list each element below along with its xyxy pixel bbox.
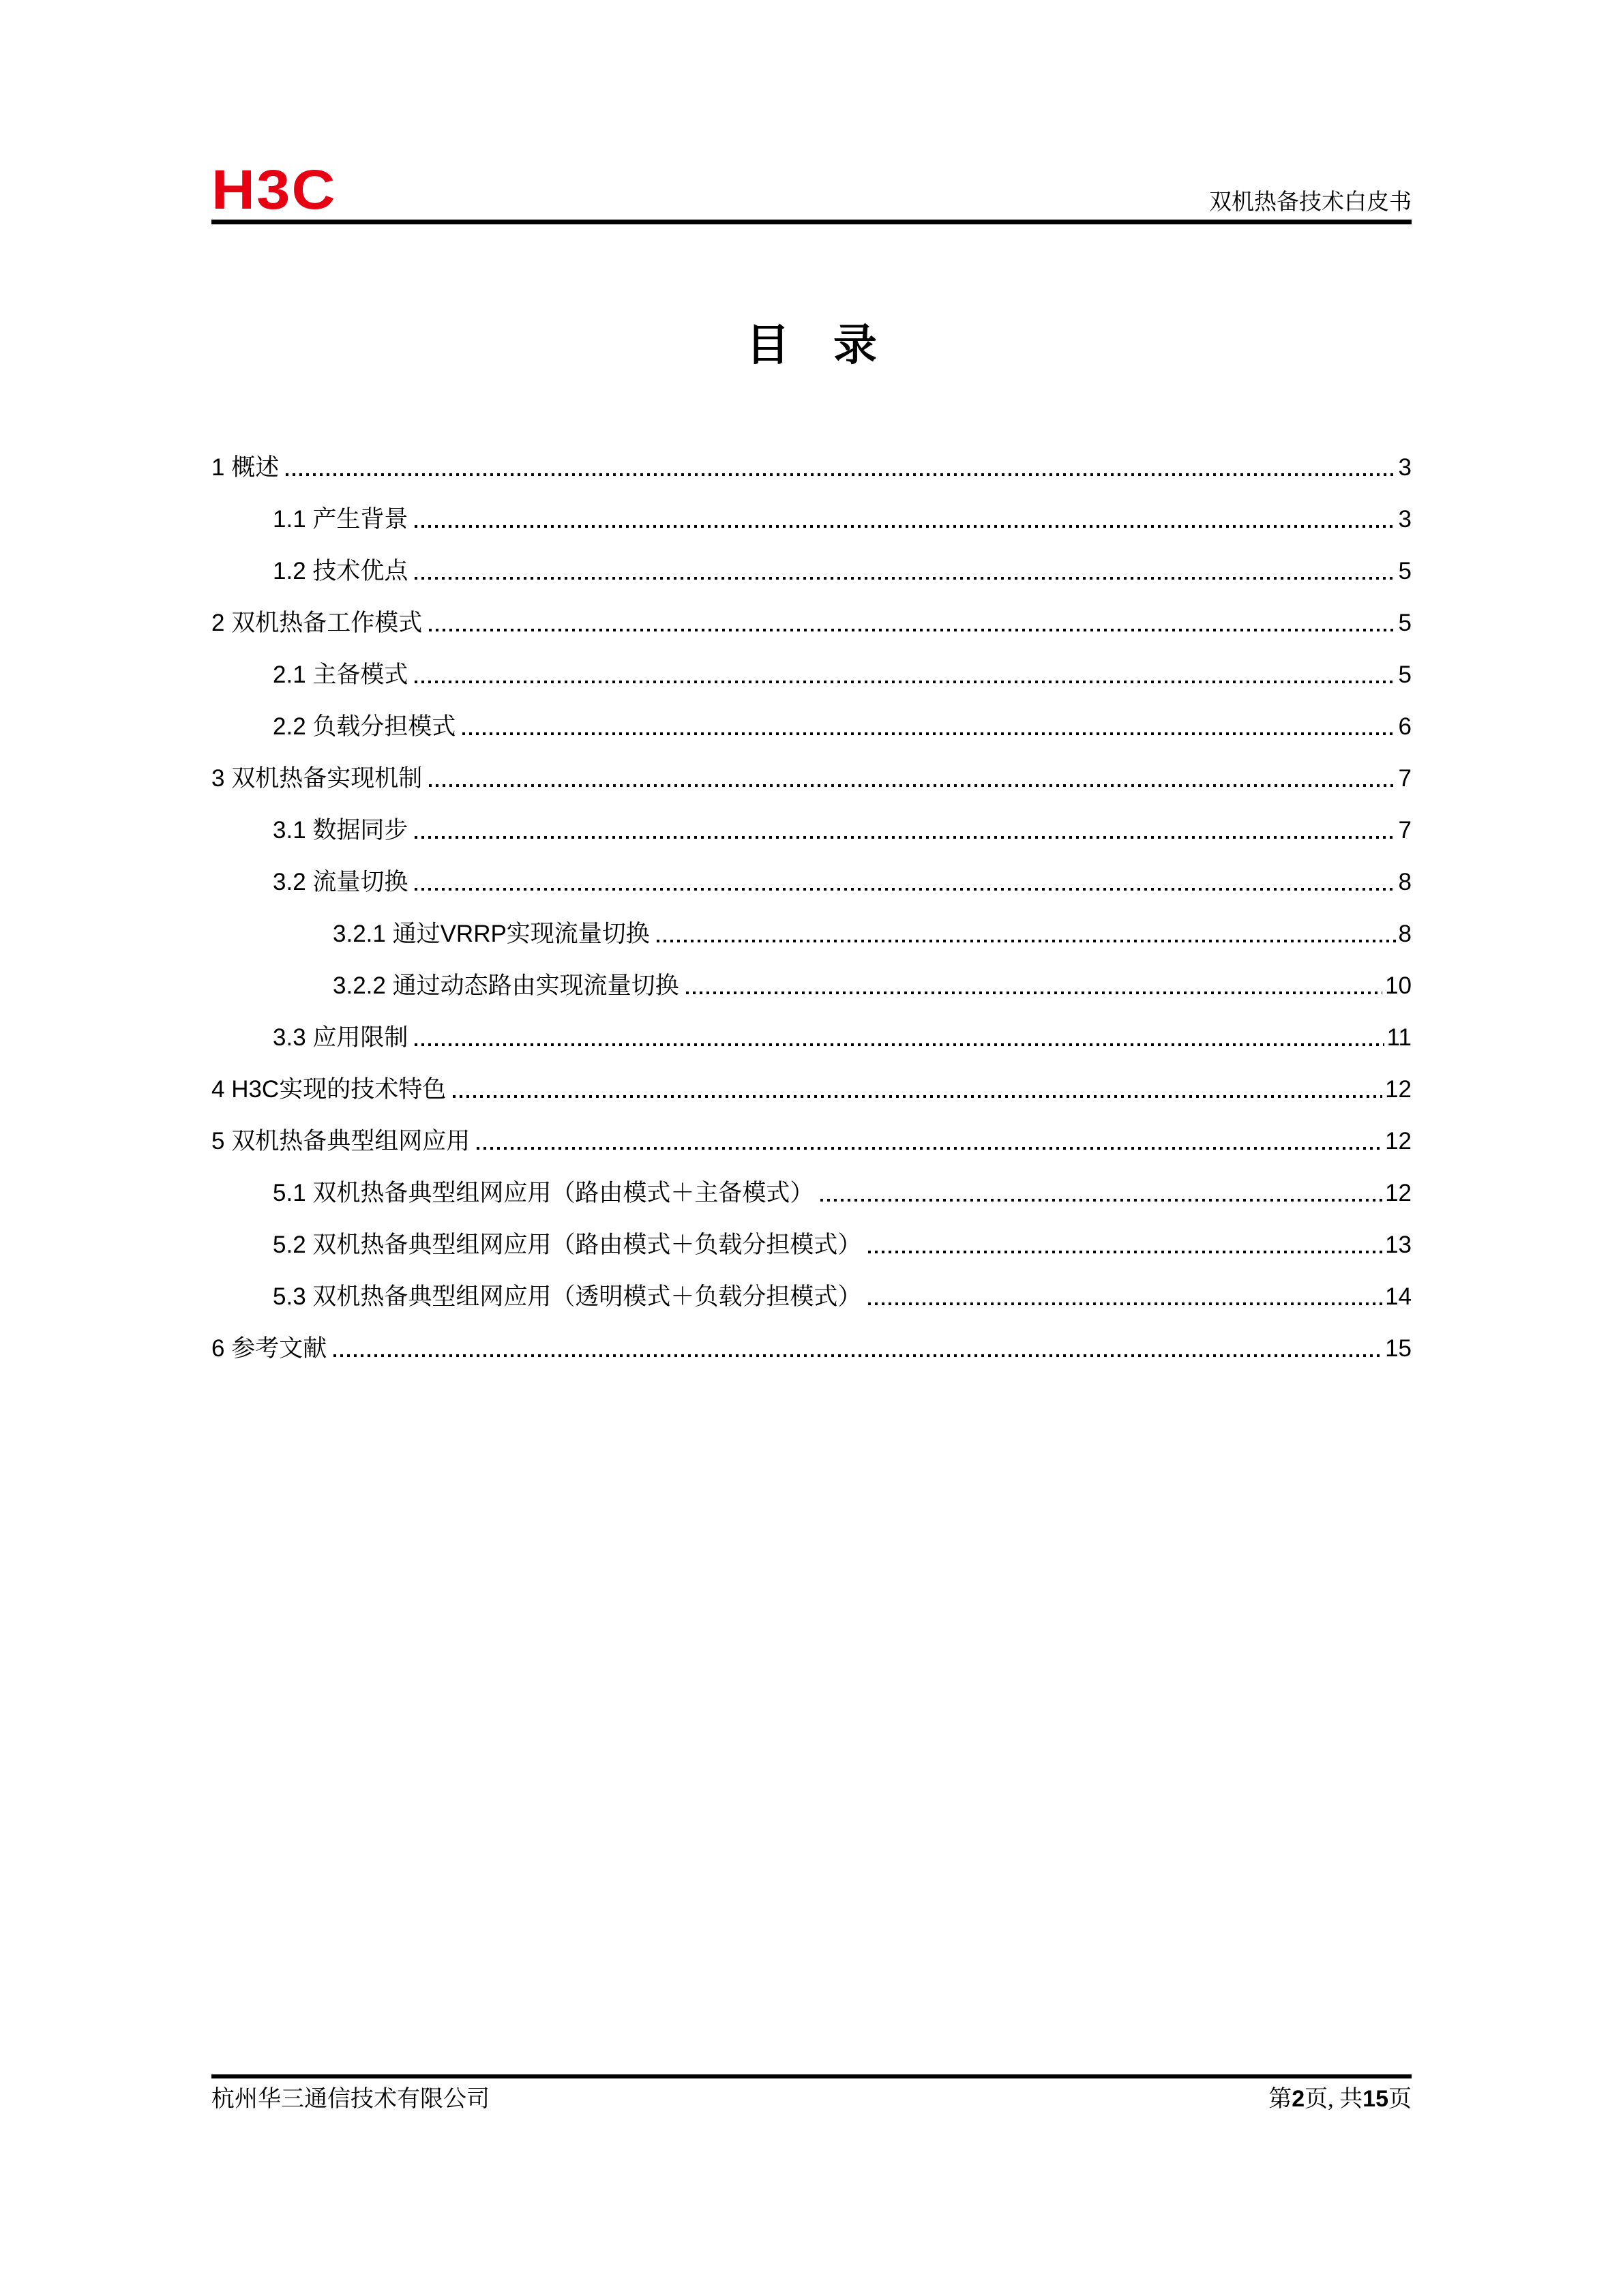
- toc-entry-page-number: 3: [1398, 454, 1412, 481]
- toc-entry-page-number: 10: [1385, 972, 1412, 999]
- page-info-middle: 页, 共: [1305, 2087, 1363, 2112]
- toc-entry: [211, 1315, 1412, 1367]
- page-header: [211, 0, 1412, 224]
- dotted-leader: [415, 577, 1395, 580]
- toc-entry-label: 5.3 双机热备典型组网应用（透明模式＋负载分担模式）: [273, 1283, 862, 1310]
- dotted-leader: [333, 1354, 1382, 1357]
- dotted-leader: [415, 836, 1395, 839]
- toc-entry-page-number: 11: [1386, 1024, 1412, 1051]
- toc-entry: [211, 694, 1412, 745]
- toc-entry: [211, 797, 1412, 849]
- page-footer: [211, 2074, 1412, 2114]
- toc-entry-label: 2.2 负载分担模式: [273, 713, 456, 740]
- toc-entry-label: 3.1 数据同步: [273, 817, 408, 844]
- toc-entry: [211, 590, 1412, 642]
- dotted-leader: [429, 629, 1395, 631]
- dotted-leader: [429, 784, 1395, 787]
- toc-entry: [211, 901, 1412, 953]
- toc-entry-page-number: 8: [1398, 921, 1412, 947]
- toc-entry-label: 2 双机热备工作模式: [211, 610, 423, 636]
- toc-entry-page-number: 14: [1385, 1283, 1412, 1310]
- footer-company: 杭州华三通信技术有限公司: [211, 2087, 490, 2112]
- toc-entry-page-number: 7: [1398, 817, 1412, 844]
- toc-entry: [211, 1108, 1412, 1160]
- toc-entry-page-number: 6: [1398, 713, 1412, 740]
- toc-entry: [211, 953, 1412, 1004]
- footer-page-info: [1268, 2085, 1412, 2114]
- toc-entry-page-number: 15: [1385, 1335, 1412, 1362]
- toc-entry-label: 4 H3C实现的技术特色: [211, 1076, 447, 1103]
- toc-entry: [211, 1264, 1412, 1315]
- toc-entry: [211, 1160, 1412, 1212]
- toc-entry-label: 5 双机热备典型组网应用: [211, 1128, 471, 1154]
- toc-entry: [211, 486, 1412, 538]
- toc-entry-label: 3.2 流量切换: [273, 869, 408, 895]
- dotted-leader: [286, 473, 1395, 476]
- dotted-leader: [820, 1199, 1382, 1202]
- toc-entry-page-number: 5: [1398, 558, 1412, 584]
- page-info-prefix: 第: [1268, 2087, 1292, 2112]
- dotted-leader: [453, 1095, 1382, 1098]
- toc-title: 目 录: [746, 321, 877, 370]
- current-page-number: 2: [1292, 2086, 1305, 2112]
- toc-entry: [211, 1212, 1412, 1264]
- toc-entry-label: 1.1 产生背景: [273, 506, 408, 533]
- toc-entry-page-number: 13: [1385, 1232, 1412, 1258]
- toc-entry: [211, 1004, 1412, 1056]
- toc-entry-label: 3 双机热备实现机制: [211, 765, 423, 792]
- toc-entry-page-number: 3: [1398, 506, 1412, 533]
- h3c-logo: H3C: [211, 159, 337, 221]
- toc-entry-page-number: 5: [1398, 610, 1412, 636]
- toc-entry-page-number: 5: [1398, 661, 1412, 688]
- toc-entry-label: 6 参考文献: [211, 1335, 327, 1362]
- toc-entry-page-number: 7: [1398, 765, 1412, 792]
- toc-entry-label: 3.2.1 通过VRRP实现流量切换: [333, 921, 650, 947]
- toc-entry: [211, 434, 1412, 486]
- toc-list: [211, 434, 1412, 1367]
- dotted-leader: [462, 732, 1395, 735]
- dotted-leader: [415, 1043, 1384, 1046]
- dotted-leader: [415, 525, 1395, 528]
- toc-entry-label: 5.2 双机热备典型组网应用（路由模式＋负载分担模式）: [273, 1232, 862, 1258]
- toc-entry: [211, 1056, 1412, 1108]
- toc-entry-label: 2.1 主备模式: [273, 661, 408, 688]
- dotted-leader: [415, 681, 1395, 683]
- total-page-number: 15: [1363, 2086, 1388, 2112]
- dotted-leader: [686, 992, 1382, 994]
- document-title: 双机热备技术白皮书: [1209, 190, 1412, 215]
- toc-entry-label: 1 概述: [211, 454, 280, 481]
- dotted-leader: [477, 1147, 1382, 1150]
- dotted-leader: [657, 940, 1396, 942]
- dotted-leader: [868, 1251, 1382, 1253]
- toc-entry-page-number: 8: [1398, 869, 1412, 895]
- page-info-suffix: 页: [1388, 2087, 1412, 2112]
- toc-entry-label: 1.2 技术优点: [273, 558, 408, 584]
- toc-entry: [211, 745, 1412, 797]
- toc-entry: [211, 849, 1412, 901]
- dotted-leader: [415, 888, 1395, 891]
- toc-entry-label: 5.1 双机热备典型组网应用（路由模式＋主备模式）: [273, 1180, 814, 1206]
- toc-entry-page-number: 12: [1385, 1076, 1412, 1103]
- toc-entry: [211, 538, 1412, 590]
- toc-entry-page-number: 12: [1385, 1180, 1412, 1206]
- toc-entry-label: 3.2.2 通过动态路由实现流量切换: [333, 972, 679, 999]
- toc-entry-page-number: 12: [1385, 1128, 1412, 1154]
- toc-entry: [211, 642, 1412, 694]
- dotted-leader: [868, 1302, 1382, 1305]
- toc-entry-label: 3.3 应用限制: [273, 1024, 408, 1051]
